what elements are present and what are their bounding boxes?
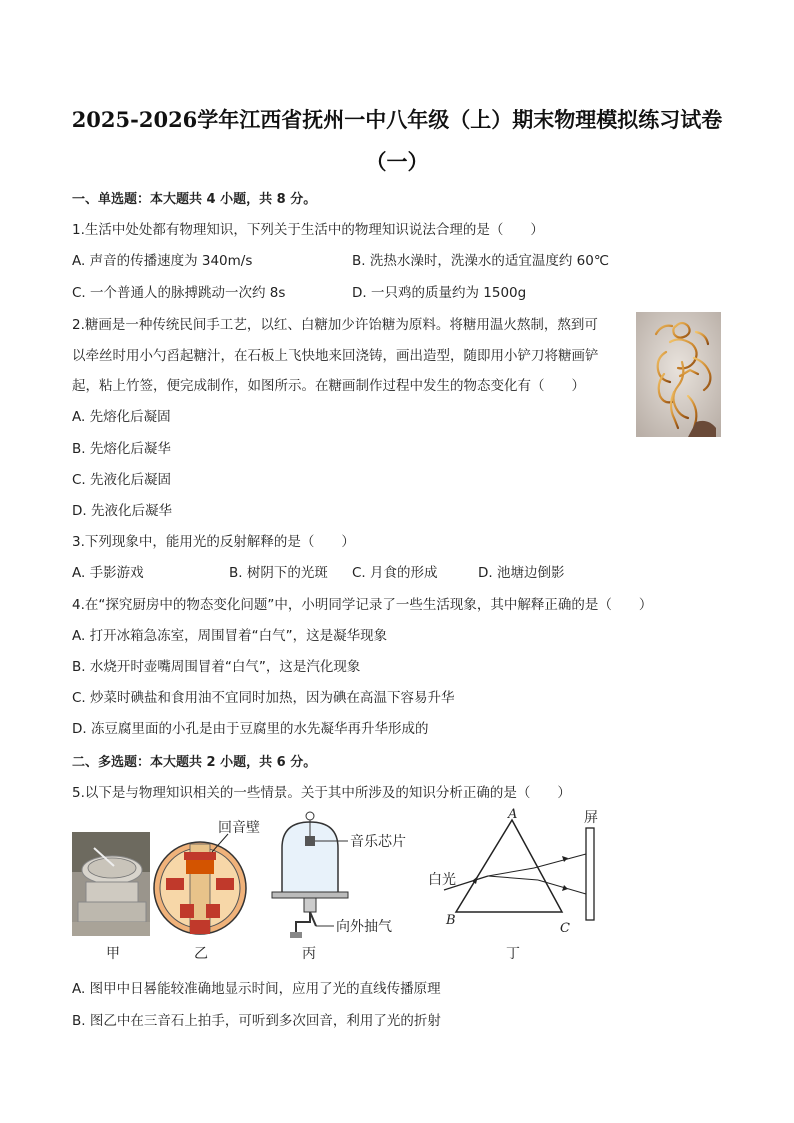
figure-label-ding: 丁 (506, 946, 520, 962)
q2-stem-line-2: 以牵丝时用小勺舀起糖汁，在石板上飞快地来回浇铸，画出造型，随即用小铲刀将糖画铲 (72, 348, 599, 364)
q2-option-c: C. 先液化后凝固 (72, 472, 172, 488)
figure-ding-prism (444, 820, 594, 920)
q2-stem-line-1: 2.糖画是一种传统民间手工艺，以红、白糖加少许饴糖为原料。将糖用温火熬制，熬到可 (72, 317, 598, 333)
q1-option-a: A. 声音的传播速度为 340m/s (72, 253, 253, 269)
q4-option-a: A. 打开冰箱急冻室，周围冒着“白气”，这是凝华现象 (72, 628, 388, 644)
figure-yi-echo-wall (154, 834, 246, 934)
q2-option-d: D. 先液化后凝华 (72, 503, 172, 519)
q2-stem-line-3: 起，粘上竹签，便完成制作，如图所示。在糖画制作过程中发生的物态变化有（ ） (72, 378, 585, 394)
exam-title: 2025-2026学年江西省抚州一中八年级（上）期末物理模拟练习试卷 (71, 107, 723, 132)
q2-option-a: A. 先熔化后凝固 (72, 409, 171, 425)
figure-label-jia: 甲 (106, 946, 120, 962)
q1-option-d: D. 一只鸡的质量约为 1500g (352, 285, 527, 301)
prism-vertex-b: B (446, 913, 456, 928)
q4-stem: 4.在“探究厨房中的物态变化问题”中，小明同学记录了一些生活现象，其中解释正确的是（ ） (72, 597, 653, 613)
sugar-painting-photo (636, 312, 721, 437)
section-single-choice: 一、单选题：本大题共 4 小题，共 8 分。 (72, 192, 317, 207)
q3-option-a: A. 手影游戏 (72, 565, 144, 581)
figure-label-yinyue: 音乐芯片 (350, 834, 406, 850)
q4-option-b: B. 水烧开时壶嘴周围冒着“白气”，这是汽化现象 (72, 659, 361, 675)
q3-option-d: D. 池塘边倒影 (478, 565, 565, 581)
q4-option-c: C. 炒菜时碘盐和食用油不宜同时加热，因为碘在高温下容易升华 (72, 690, 455, 706)
q5-stem: 5.以下是与物理知识相关的一些情景。关于其中所涉及的知识分析正确的是（ ） (72, 785, 571, 801)
q3-option-c: C. 月食的形成 (352, 565, 438, 581)
q1-option-c: C. 一个普通人的脉搏跳动一次约 8s (72, 285, 286, 301)
prism-vertex-a: A (508, 808, 518, 822)
figure-label-yi: 乙 (194, 946, 208, 962)
q4-option-d: D. 冻豆腐里面的小孔是由于豆腐里的水先凝华再升华形成的 (72, 721, 429, 737)
figure-jia-sundial (72, 832, 150, 936)
q3-option-b: B. 树阴下的光斑 (229, 565, 328, 581)
section-multi-choice: 二、多选题：本大题共 2 小题，共 6 分。 (72, 755, 317, 770)
q2-option-b: B. 先熔化后凝华 (72, 441, 171, 457)
figure-label-chouqi: 向外抽气 (336, 919, 392, 935)
q1-stem: 1.生活中处处都有物理知识，下列关于生活中的物理知识说法合理的是（ ） (72, 222, 544, 238)
q5-option-a: A. 图甲中日晷能较准确地显示时间，应用了光的直线传播原理 (72, 981, 441, 997)
figure-label-ping: 屏 (584, 810, 598, 826)
figure-label-baiguang: 白光 (428, 872, 456, 888)
exam-title-number: （一） (365, 149, 429, 174)
figure-label-huiyinbi: 回音壁 (218, 820, 260, 836)
q3-stem: 3.下列现象中，能用光的反射解释的是（ ） (72, 534, 355, 550)
prism-vertex-c: C (560, 921, 570, 936)
figure-label-bing: 丙 (302, 946, 316, 962)
q5-option-b: B. 图乙中在三音石上拍手，可听到多次回音，利用了光的折射 (72, 1013, 441, 1029)
q5-figure-group (72, 808, 632, 968)
q1-option-b: B. 洗热水澡时，洗澡水的适宜温度约 60℃ (352, 253, 609, 269)
